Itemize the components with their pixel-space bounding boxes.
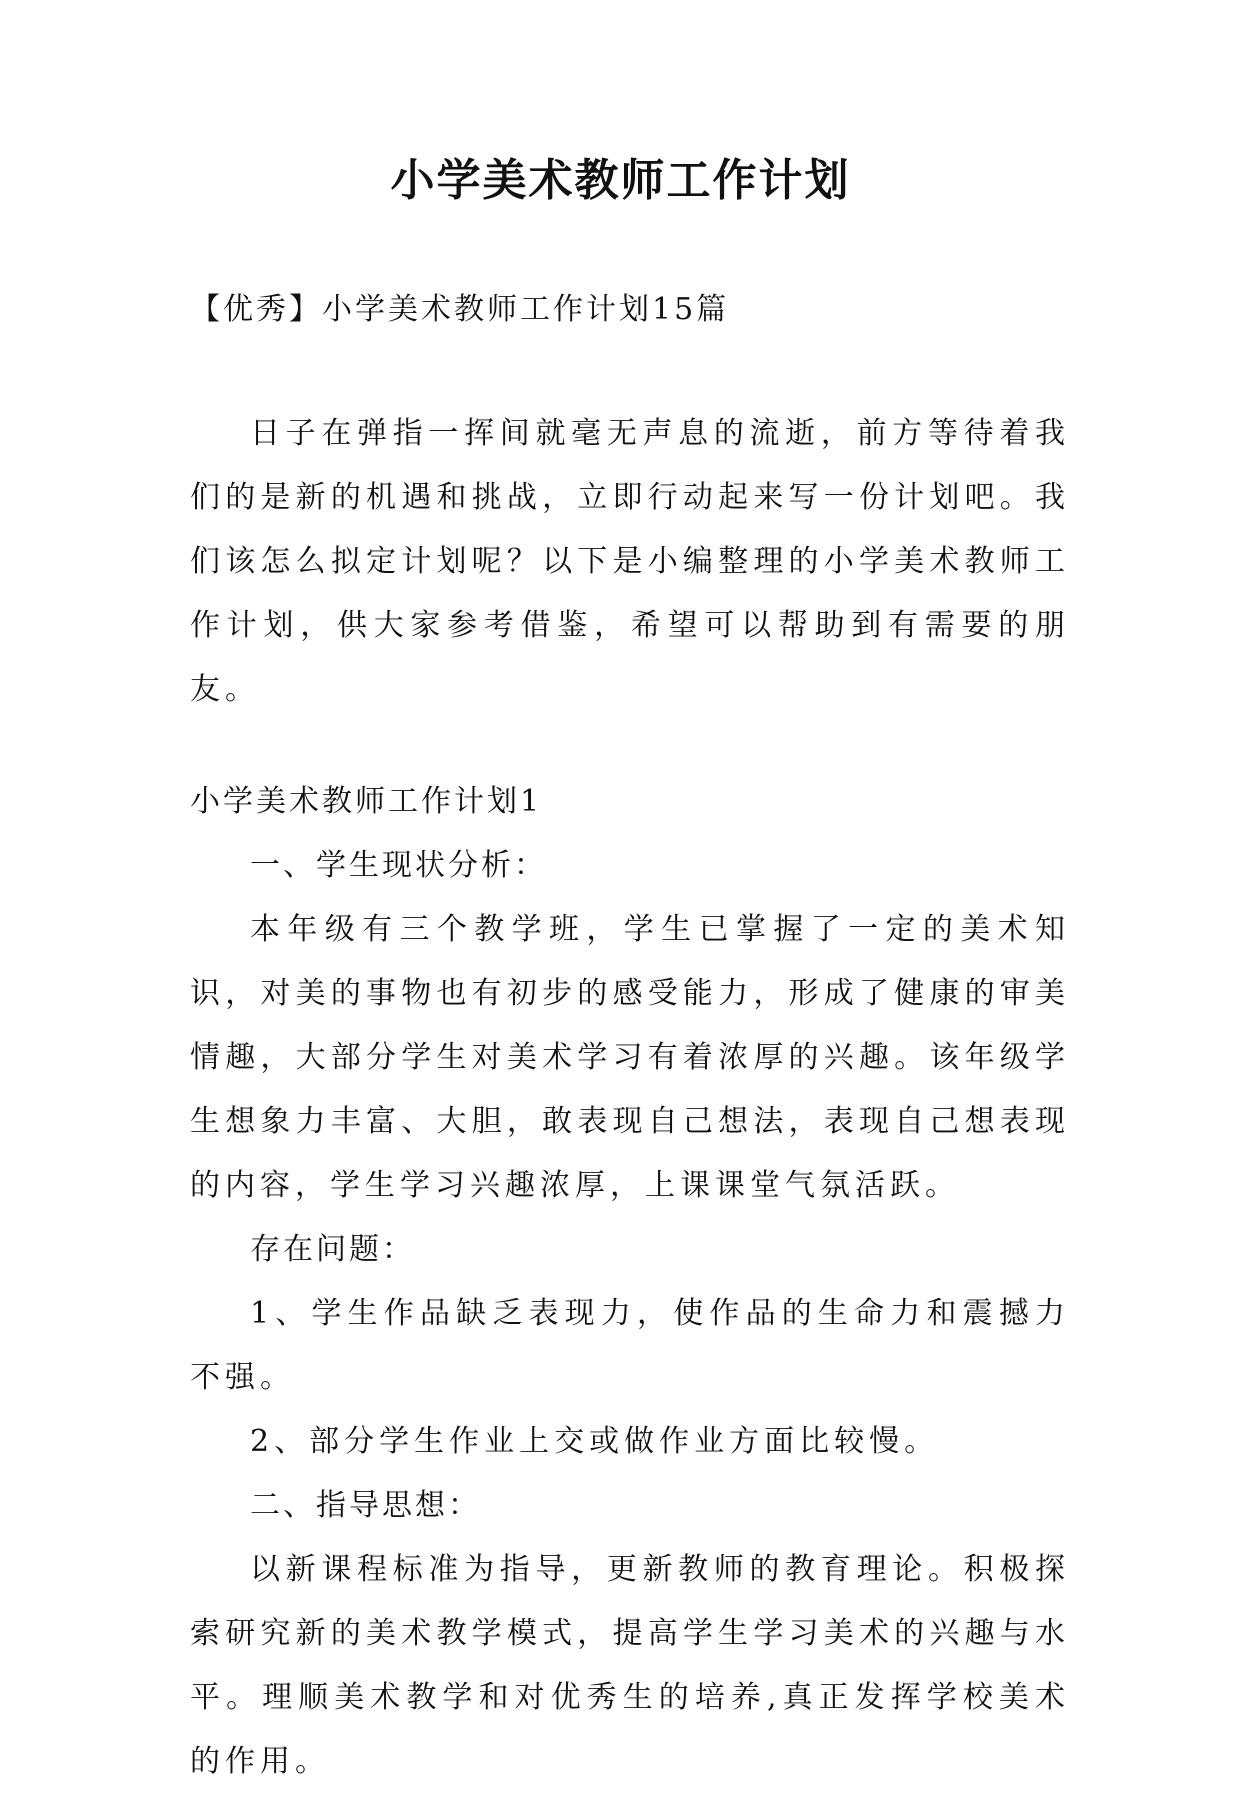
part1-heading: 一、学生现状分析：: [250, 848, 547, 883]
part2-paragraph: 以新课程标准为指导，更新教师的教育理论。积极探索研究新的美术教学模式，提高学生学习美术的兴趣与水平。理顺美术教学和对优秀生的培养,真正发挥学校美术的作用。: [190, 1552, 1070, 1779]
document-title: 小学美术教师工作计划: [390, 155, 851, 206]
intro-paragraph: 日子在弹指一挥间就毫无声息的流逝，前方等待着我们的是新的机遇和挑战，立即行动起来写一份计划吧。我们该怎么拟定计划呢？以下是小编整理的小学美术教师工作计划，供大家参考借鉴，希望可以帮助到有需要的朋友。: [190, 416, 1070, 707]
part1-paragraph: 本年级有三个教学班，学生已掌握了一定的美术知识，对美的事物也有初步的感受能力，形成了健康的审美情趣，大部分学生对美术学习有着浓厚的兴趣。该年级学生想象力丰富、大胆，敢表现自己想法，表现自己想表现的内容，学生学习兴趣浓厚，上课课堂气氛活跃。: [190, 912, 1070, 1203]
problem-item-2: 2、部分学生作业上交或做作业方面比较慢。: [250, 1424, 940, 1459]
problems-heading: 存在问题：: [250, 1232, 415, 1267]
section-heading: 小学美术教师工作计划1: [190, 784, 543, 819]
part2-heading: 二、指导思想：: [250, 1488, 481, 1523]
problem-item-1: 1、学生作品缺乏表现力，使作品的生命力和震撼力不强。: [190, 1296, 1070, 1395]
document-subtitle: 【优秀】小学美术教师工作计划15篇: [190, 292, 730, 327]
document-body: [190, 402, 1070, 1794]
